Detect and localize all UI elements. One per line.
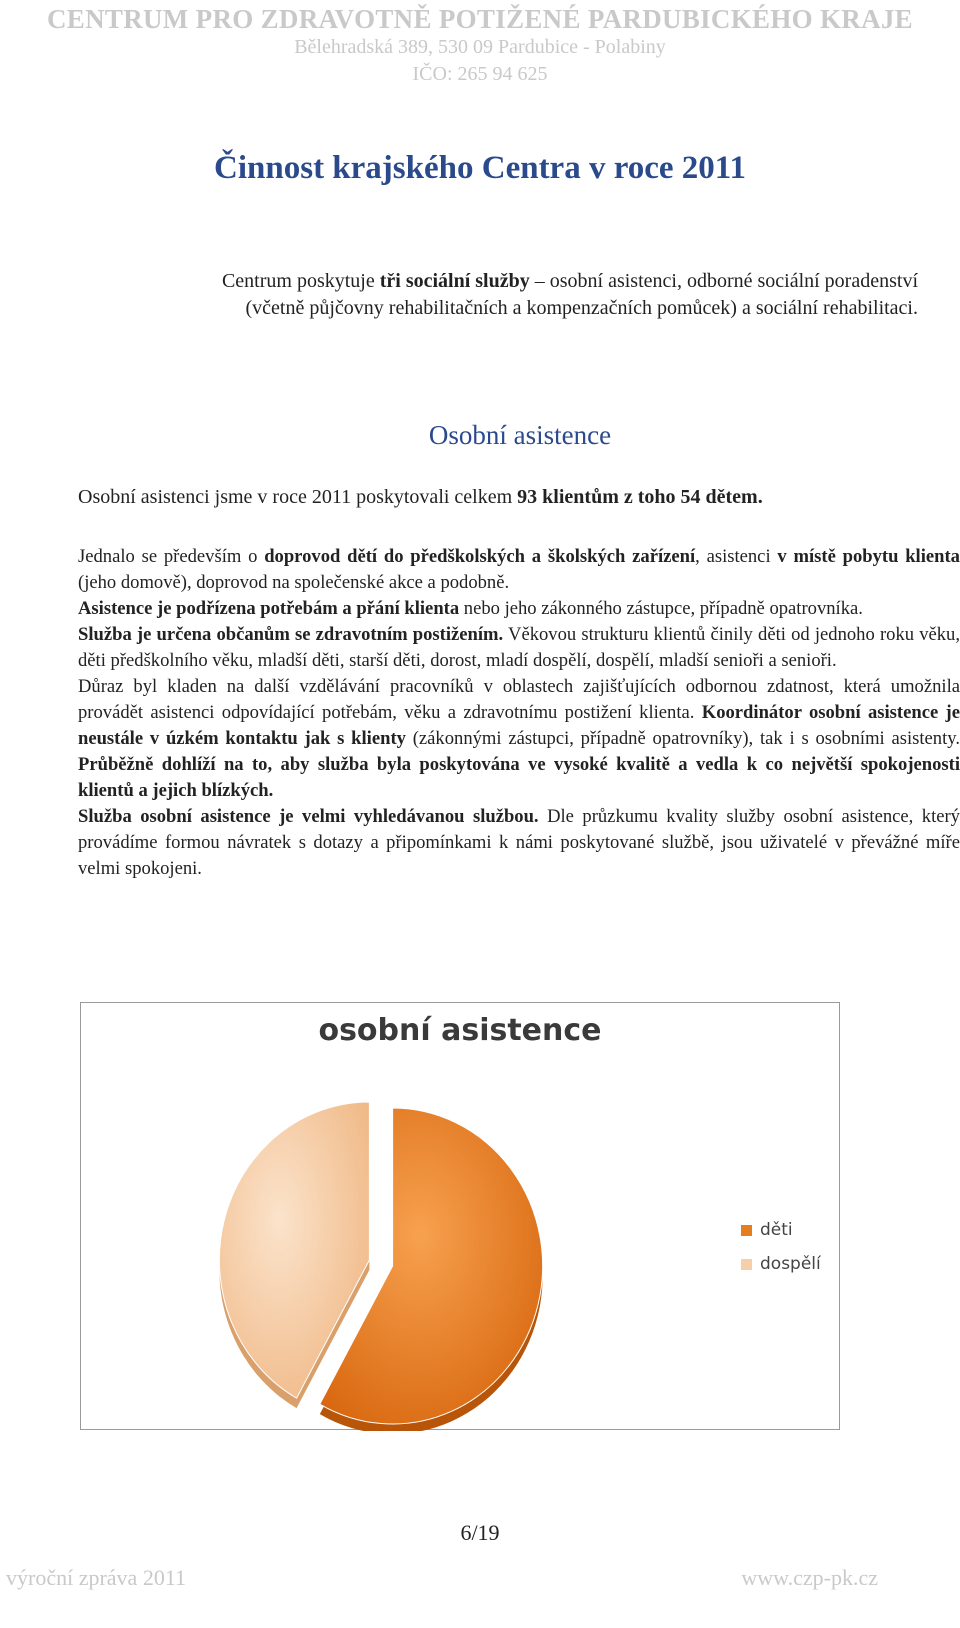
intro-text: – osobní asistenci, odborné sociální poradenství	[529, 270, 918, 292]
bold-text: Asistence je podřízena potřebám a přání klienta	[78, 598, 460, 619]
lead-text: Osobní asistenci jsme v roce 2011 poskytovali celkem	[78, 486, 518, 508]
legend-item	[741, 1220, 821, 1240]
paragraph-2	[6, 596, 960, 622]
bold-text: Koordinátor osobní asistence je neustále v úzkém kontaktu jak s klienty	[78, 702, 960, 749]
chart-title: osobní asistence	[318, 1013, 602, 1048]
pie-svg	[81, 1003, 841, 1431]
legend-label: dospělí	[760, 1254, 821, 1274]
pie-chart	[80, 1002, 840, 1430]
text: Věkovou strukturu klientů činily děti od jednoho roku věku, děti předškolního věku, mladší děti, starší děti, dorost, mladí dospělí, dospělí, mladší senioři a senioři.	[78, 624, 960, 671]
text: nebo jeho zákonného zástupce, případně opatrovníka.	[459, 598, 863, 619]
bold-text: Služba je určena občanům se zdravotním postižením.	[78, 624, 504, 645]
bold-text: Průběžně dohlíží na to, aby služba byla poskytována ve vysoké kvalitě a vedla k co největší spokojenosti klientů a jejich blízkých.	[78, 754, 960, 801]
text: , asistenci	[695, 546, 778, 567]
bold-text: Služba osobní asistence je velmi vyhledávanou službou.	[78, 806, 539, 827]
text: Důraz byl kladen na další vzdělávání pracovníků v oblastech zajišťujících odbornou zdatnost, která umožnila provádět asistenci odpovídající potřebám, věku a zdravotnímu postižení klienta.	[78, 676, 960, 723]
header-ico: IČO: 265 94 625	[412, 63, 548, 85]
header-address: Bělehradská 389, 530 09 Pardubice - Polabiny	[294, 36, 666, 58]
chart-legend	[741, 1220, 821, 1288]
paragraph-4	[6, 674, 960, 804]
intro-bold: tři sociální služby	[379, 270, 530, 292]
intro-line-2: (včetně půjčovny rehabilitačních a kompenzačních pomůcek) a sociální rehabilitaci.	[245, 297, 918, 319]
legend-swatch	[741, 1259, 752, 1270]
legend-item	[741, 1254, 821, 1274]
lead-bold: 93 klientům z toho 54 dětem.	[517, 486, 763, 508]
intro-text: Centrum poskytuje	[221, 270, 380, 292]
footer-left: výroční zpráva 2011	[6, 1565, 187, 1590]
paragraph-5	[6, 804, 960, 882]
section-title: Osobní asistence	[428, 420, 612, 450]
bold-text: doprovod dětí do předškolských a školských zařízení	[264, 546, 696, 567]
page-number: 6/19	[460, 1520, 500, 1545]
body-text	[6, 544, 960, 882]
paragraph-1	[6, 544, 960, 596]
footer-right: www.czp-pk.cz	[741, 1565, 878, 1590]
paragraph-3	[6, 622, 960, 674]
text: Dle průzkumu kvality služby osobní asistence, který provádíme formou návratek s dotazy a připomínkami k námi poskytované službě, jsou uživatelé v převážné míře velmi spokojeni.	[78, 806, 960, 879]
intro-line-1	[6, 268, 918, 295]
header-org: CENTRUM PRO ZDRAVOTNĚ POTIŽENÉ PARDUBICKÉHO KRAJE	[47, 4, 913, 34]
intro-paragraph	[6, 268, 918, 322]
bold-text: v místě pobytu klienta	[777, 546, 960, 567]
legend-label: děti	[760, 1220, 793, 1240]
text: (jeho domově), doprovod na společenské akce a podobně.	[78, 572, 510, 593]
text: (zákonnými zástupci, případně opatrovníky), tak i s osobními asistenty.	[405, 728, 960, 749]
lead-sentence	[78, 486, 763, 509]
page-title: Činnost krajského Centra v roce 2011	[214, 150, 746, 186]
text: Jednalo se především o	[78, 546, 265, 567]
legend-swatch	[741, 1225, 752, 1236]
